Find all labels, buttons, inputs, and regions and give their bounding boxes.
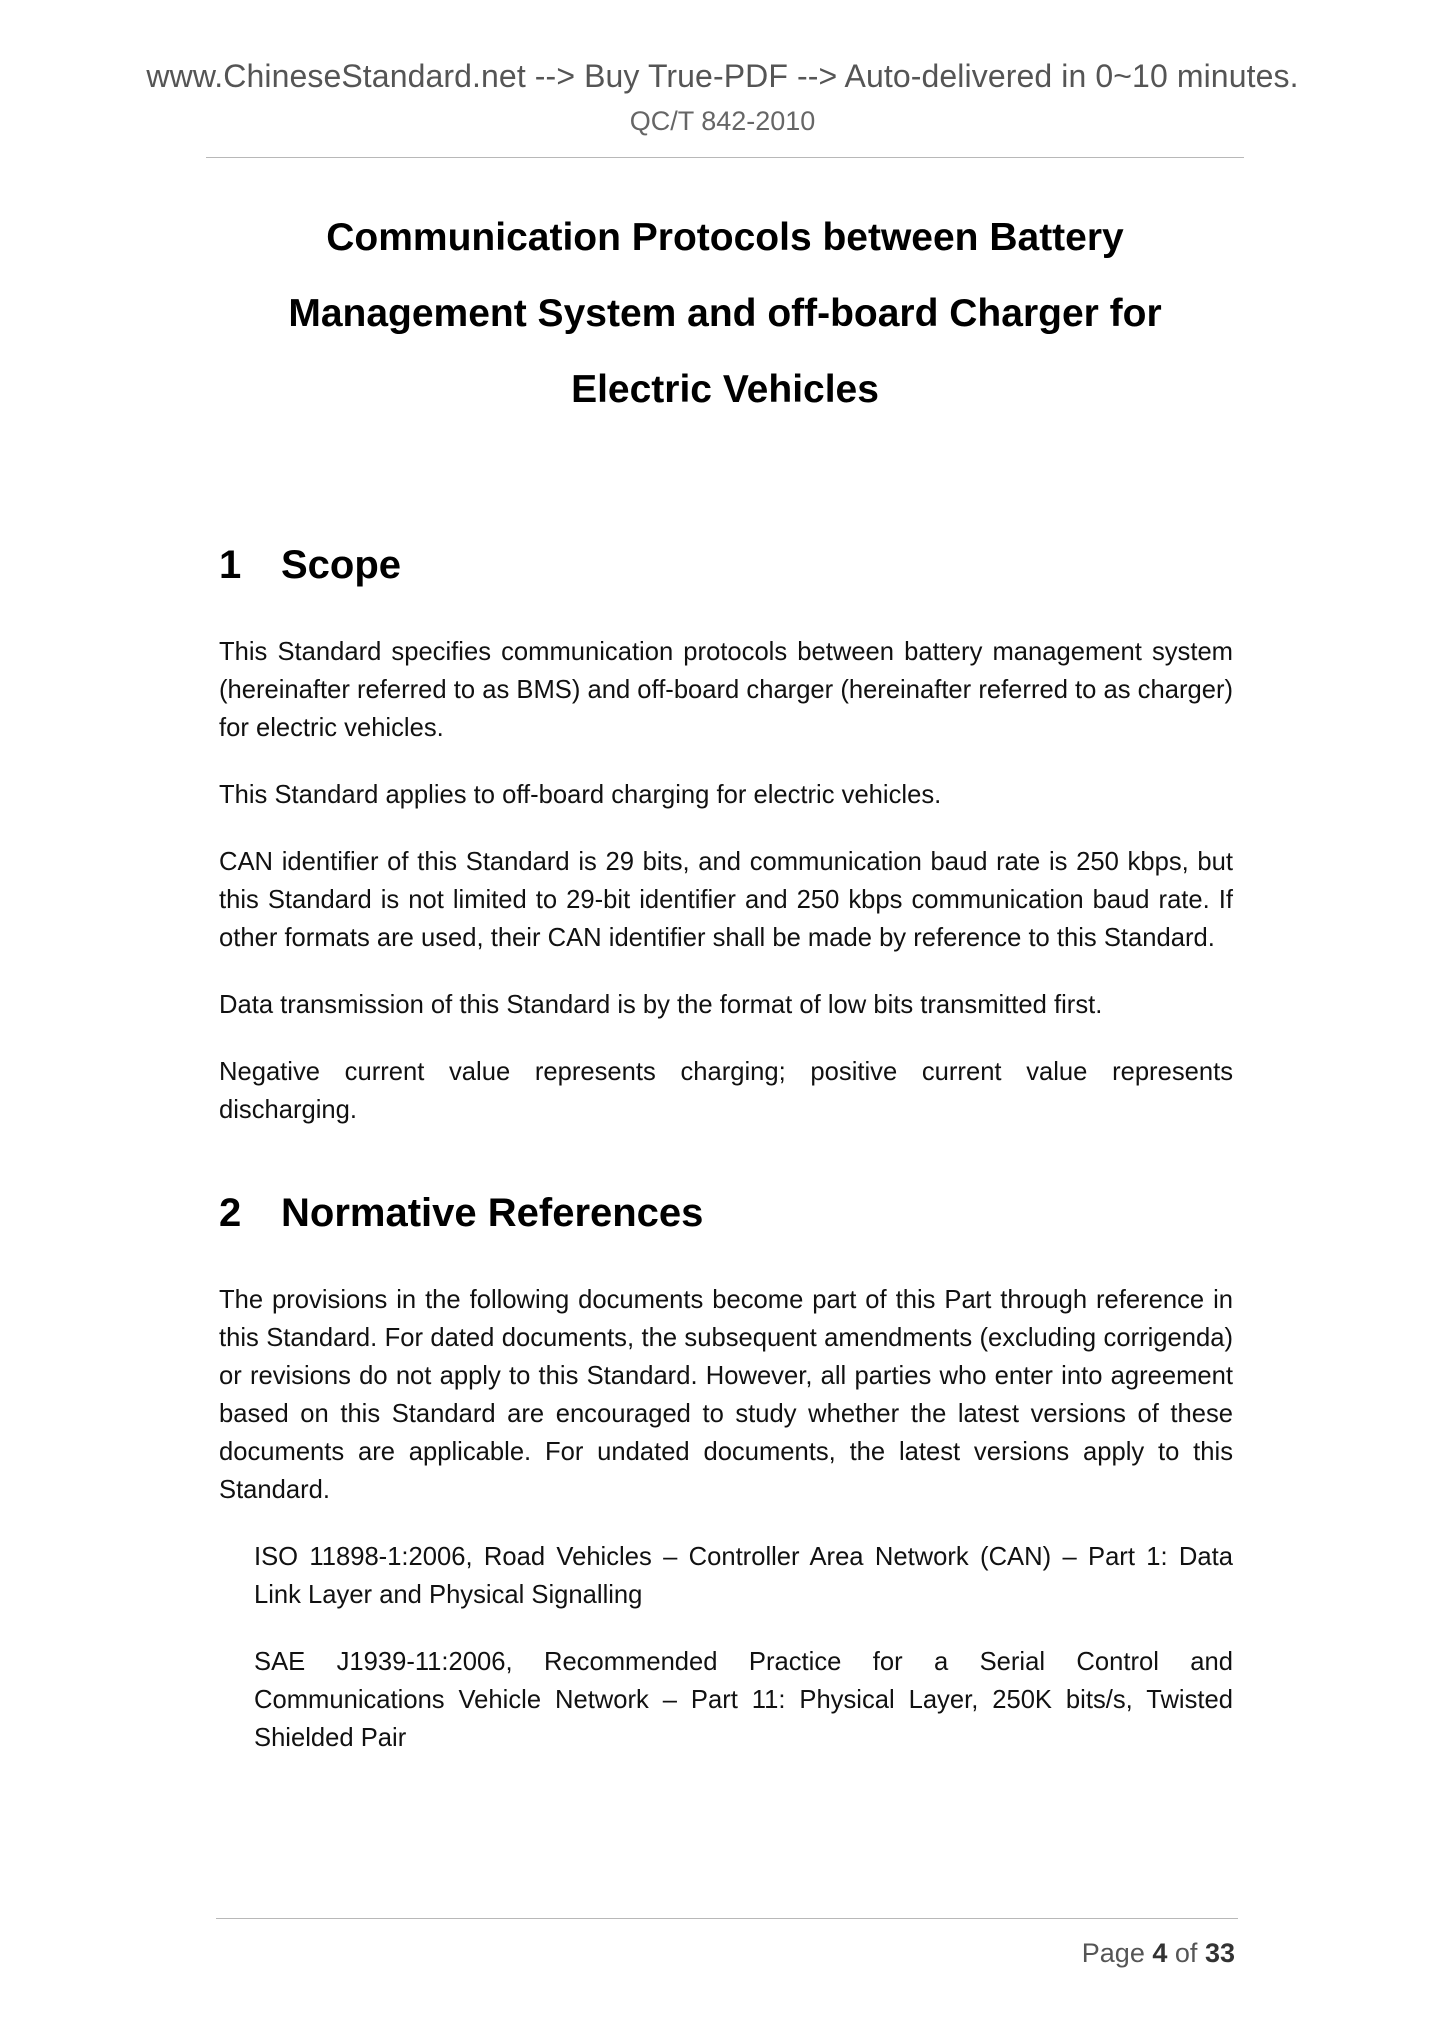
references-intro-paragraph: The provisions in the following documents become part of this Part through reference in this Standard. For dated documents, the subsequent amendments (excluding corrigenda) or revisions do not apply to this Standard. However, all parties who enter into agreement based on this Standard are encouraged to study whether the latest versions of these documents are applicable. For undated documents, the latest versions apply to this Standard. (219, 1286, 1233, 1504)
footer-divider (216, 1918, 1238, 1919)
section-number: 1 (219, 543, 242, 587)
scope-paragraph: This Standard specifies communication protocols between battery management system (hereinafter referred to as BMS) and off-board charger (hereinafter referred to as charger) for electric vehicles. (219, 638, 1233, 742)
title-line-3: Electric Vehicles (571, 368, 879, 411)
page-indicator (1082, 1938, 1235, 1969)
document-title (200, 200, 1250, 428)
section-title: Scope (281, 543, 402, 587)
section-heading-scope (219, 535, 1233, 595)
scope-paragraph: CAN identifier of this Standard is 29 bits, and communication baud rate is 250 kbps, but this Standard is not limited to 29-bit identifier and 250 kbps communication baud rate. If other formats are used, their CAN identifier shall be made by reference to this Standard. (219, 848, 1233, 952)
section-number: 2 (219, 1191, 242, 1235)
scope-paragraph: Data transmission of this Standard is by the format of low bits transmitted first. (219, 991, 1103, 1019)
reference-item: SAE J1939-11:2006, Recommended Practice for a Serial Control and Communications Vehicle Network – Part 11: Physical Layer, 250K bits/s, Twisted Shielded Pair (254, 1648, 1233, 1752)
section-heading-normative-references (219, 1183, 1233, 1243)
current-page-number: 4 (1152, 1938, 1168, 1968)
header-divider (206, 157, 1244, 158)
title-line-1: Communication Protocols between Battery (326, 216, 1124, 259)
page-word: Page (1081, 1938, 1145, 1968)
header-banner: www.ChineseStandard.net --> Buy True-PDF --> Auto-delivered in 0~10 minutes. (146, 58, 1299, 94)
scope-paragraph: This Standard applies to off-board charging for electric vehicles. (219, 781, 942, 809)
scope-paragraph: Negative current value represents charging; positive current value represents discharging. (219, 1058, 1233, 1124)
total-pages-number: 33 (1204, 1938, 1235, 1968)
title-line-2: Management System and off-board Charger for (288, 292, 1162, 335)
section-title: Normative References (281, 1191, 704, 1235)
of-word: of (1174, 1938, 1198, 1968)
document-body (219, 535, 1233, 1786)
reference-item: ISO 11898-1:2006, Road Vehicles – Controller Area Network (CAN) – Part 1: Data Link Layer and Physical Signalling (254, 1543, 1233, 1609)
standard-code: QC/T 842-2010 (629, 106, 816, 136)
